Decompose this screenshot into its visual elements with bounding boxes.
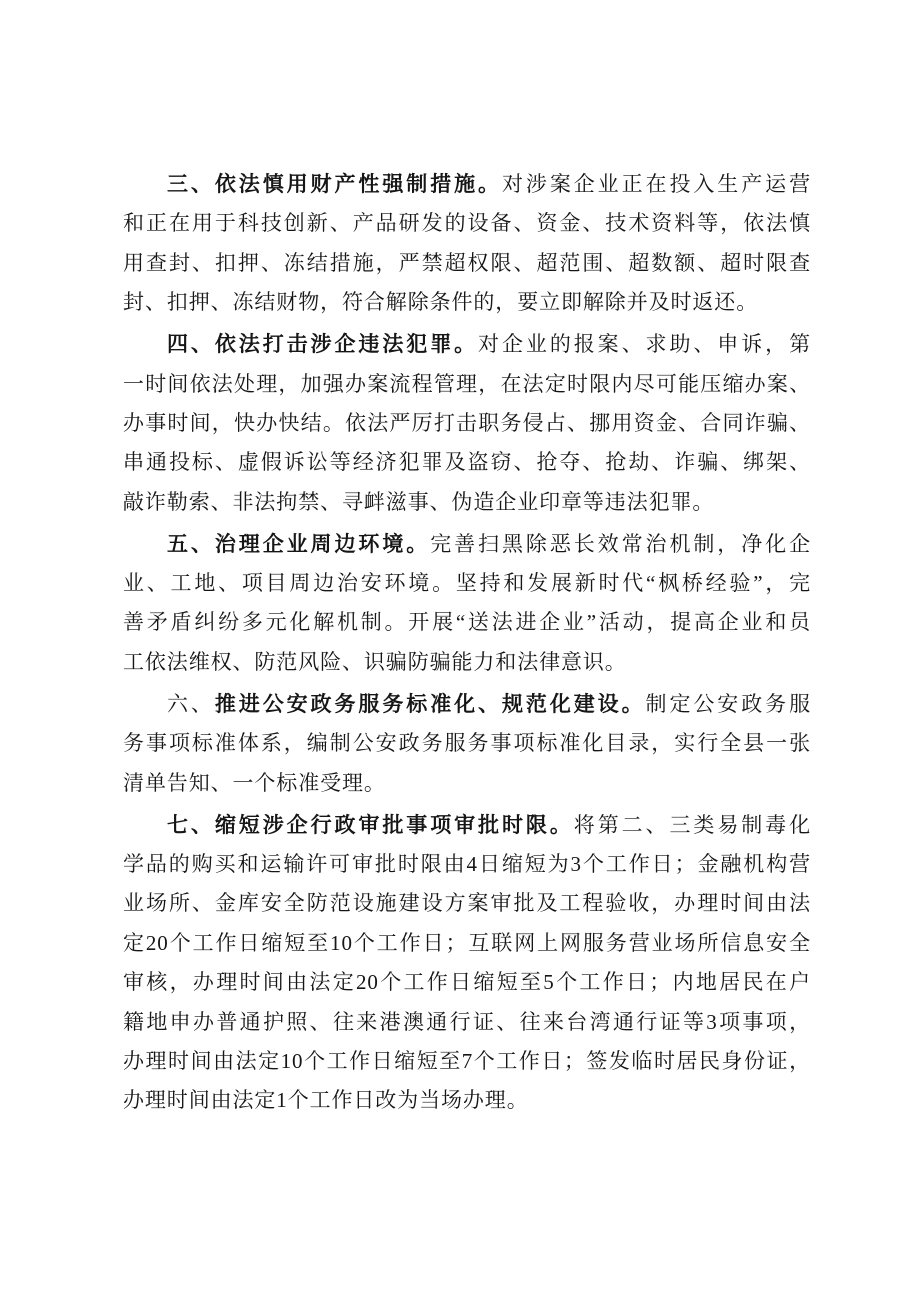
section-number: 六、 [167,691,215,716]
paragraph-text: 将第二、三类易制毒化 [573,812,812,837]
paragraph-line: 务事项标准体系，编制公安政务服务事项标准化目录，实行全县一张 [123,731,811,756]
paragraph-first-line [123,165,811,204]
paragraph-line: 业、工地、项目周边治安环境。坚持和发展新时代“枫桥经验”，完 [123,571,811,596]
paragraph-line: 和正在用于科技创新、产品研发的设备、资金、技术资料等，依法慎 [123,211,811,236]
section-five-paragraph [123,525,811,683]
section-four-paragraph [123,325,811,522]
section-heading: 依法打击涉企违法犯罪。 [214,332,479,357]
paragraph-line: 籍地申办普通护照、往来港澳通行证、往来台湾通行证等3项事项， [123,1009,811,1034]
section-three-paragraph [123,165,811,323]
paragraph-line: 审核，办理时间由法定20个工作日缩短至5个工作日；内地居民在户 [123,970,811,995]
document-body [123,165,811,1121]
section-six-paragraph [123,685,811,803]
section-heading: 推进公安政务服务标准化、规范化建设。 [214,691,646,716]
paragraph-text: 制定公安政务服 [645,691,811,716]
paragraph-first-line [123,325,811,364]
paragraph-line: 封、扣押、冻结财物，符合解除条件的，要立即解除并及时返还。 [123,290,759,315]
paragraph-first-line [123,685,811,724]
section-number: 四、 [167,332,215,357]
paragraph-line: 用查封、扣押、冻结措施，严禁超权限、超范围、超数额、超时限查 [123,250,811,275]
paragraph-line: 办事时间，快办快结。依法严厉打击职务侵占、挪用资金、合同诈骗、 [123,410,811,435]
paragraph-line: 工依法维权、防范风险、识骗防骗能力和法律意识。 [123,649,627,674]
paragraph-line: 业场所、金库安全防范设施建设方案审批及工程验收，办理时间由法 [123,891,811,916]
section-number: 五、 [167,531,215,556]
section-number: 七、 [167,812,215,837]
section-heading: 缩短涉企行政审批事项审批时限。 [214,812,574,837]
section-heading: 依法慎用财产性强制措施。 [214,172,502,196]
paragraph-line: 清单告知、一个标准受理。 [123,770,386,795]
paragraph-line: 串通投标、虚假诉讼等经济犯罪及盗窃、抢夺、抢劫、诈骗、绑架、 [123,450,811,475]
paragraph-line: 办理时间由法定10个工作日缩短至7个工作日；签发临时居民身份证， [123,1048,811,1073]
section-number: 三、 [167,172,215,196]
paragraph-line: 定20个工作日缩短至10个工作日；互联网上网服务营业场所信息安全 [123,930,811,955]
paragraph-line: 办理时间由法定1个工作日改为当场办理。 [123,1088,529,1113]
paragraph-first-line [123,806,811,845]
paragraph-text: 对企业的报案、求助、申诉，第 [478,332,811,357]
section-heading: 治理企业周边环境。 [214,531,431,556]
paragraph-text: 对涉案企业正在投入生产运营 [501,172,811,196]
paragraph-first-line [123,525,811,564]
paragraph-line: 一时间依法处理，加强办案流程管理，在法定时限内尽可能压缩办案、 [123,371,811,396]
paragraph-line: 敲诈勒索、非法拘禁、寻衅滋事、伪造企业印章等违法犯罪。 [123,489,715,514]
paragraph-line: 学品的购买和运输许可审批时限由4日缩短为3个工作日；金融机构营 [123,852,811,877]
section-seven-paragraph [123,806,811,1121]
paragraph-line: 善矛盾纠纷多元化解机制。开展“送法进企业”活动，提高企业和员 [123,610,811,635]
paragraph-text: 完善扫黑除恶长效常治机制，净化企 [430,531,811,556]
